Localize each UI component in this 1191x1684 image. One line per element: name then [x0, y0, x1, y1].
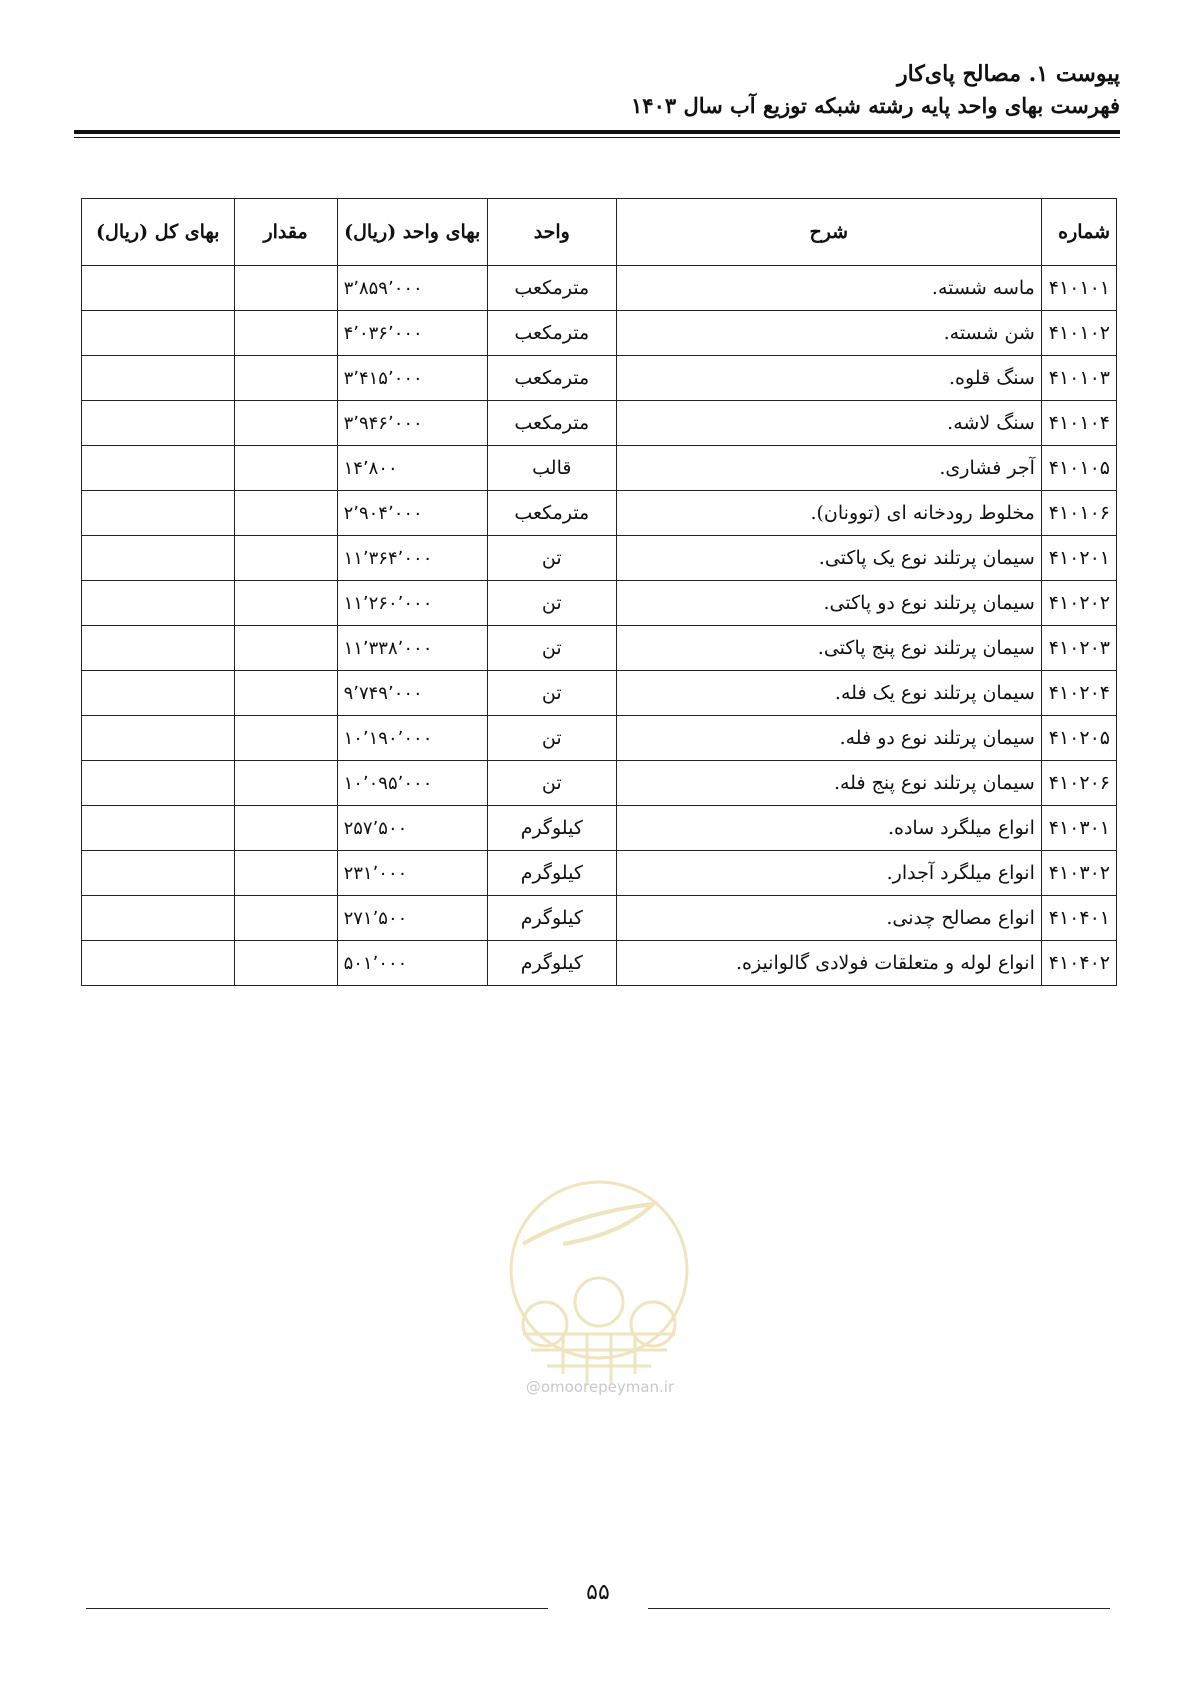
row-description-cell: سیمان پرتلند نوع پنج فله.: [616, 761, 1041, 806]
row-total-price-cell: [82, 941, 235, 986]
row-code-cell: ۴۱۰۴۰۱: [1041, 896, 1116, 941]
row-quantity-cell: [234, 761, 337, 806]
row-unit-cell: کیلوگرم: [487, 896, 616, 941]
row-quantity-cell: [234, 581, 337, 626]
row-code-cell: ۴۱۰۱۰۳: [1041, 356, 1116, 401]
row-unit-price-cell: ۲۳۱٬۰۰۰: [337, 851, 487, 896]
row-code-cell: ۴۱۰۲۰۱: [1041, 536, 1116, 581]
row-code-cell: ۴۱۰۳۰۲: [1041, 851, 1116, 896]
table-row: [82, 941, 1117, 986]
column-header-unit: واحد: [487, 199, 616, 266]
table-row: [82, 851, 1117, 896]
table-row: [82, 491, 1117, 536]
row-code-cell: ۴۱۰۲۰۳: [1041, 626, 1116, 671]
row-unit-cell: مترمکعب: [487, 356, 616, 401]
column-header-total-price: بهای کل (ریال): [82, 199, 235, 266]
row-unit-cell: کیلوگرم: [487, 941, 616, 986]
row-description-cell: ماسه شسته.: [616, 266, 1041, 311]
column-header-unit-price: بهای واحد (ریال): [337, 199, 487, 266]
row-total-price-cell: [82, 851, 235, 896]
footer-rule-right: [648, 1608, 1110, 1609]
row-code-cell: ۴۱۰۲۰۴: [1041, 671, 1116, 716]
row-code-cell: ۴۱۰۱۰۶: [1041, 491, 1116, 536]
row-quantity-cell: [234, 356, 337, 401]
row-quantity-cell: [234, 446, 337, 491]
table-row: [82, 266, 1117, 311]
row-unit-cell: تن: [487, 581, 616, 626]
table-row: [82, 311, 1117, 356]
row-quantity-cell: [234, 401, 337, 446]
row-unit-price-cell: ۳٬۸۵۹٬۰۰۰: [337, 266, 487, 311]
row-code-cell: ۴۱۰۲۰۶: [1041, 761, 1116, 806]
table-row: [82, 356, 1117, 401]
row-total-price-cell: [82, 581, 235, 626]
row-unit-cell: مترمکعب: [487, 311, 616, 356]
table-row: [82, 896, 1117, 941]
row-description-cell: شن شسته.: [616, 311, 1041, 356]
row-description-cell: انواع میلگرد آجدار.: [616, 851, 1041, 896]
row-code-cell: ۴۱۰۱۰۲: [1041, 311, 1116, 356]
row-total-price-cell: [82, 266, 235, 311]
table-row: [82, 671, 1117, 716]
row-quantity-cell: [234, 716, 337, 761]
gear-icon: [575, 1278, 623, 1326]
row-unit-cell: تن: [487, 671, 616, 716]
table-row: [82, 446, 1117, 491]
table-row: [82, 761, 1117, 806]
row-description-cell: سیمان پرتلند نوع پنج پاکتی.: [616, 626, 1041, 671]
row-description-cell: سیمان پرتلند نوع دو فله.: [616, 716, 1041, 761]
row-unit-cell: مترمکعب: [487, 266, 616, 311]
row-unit-cell: تن: [487, 626, 616, 671]
row-unit-cell: مترمکعب: [487, 491, 616, 536]
row-code-cell: ۴۱۰۱۰۴: [1041, 401, 1116, 446]
table-row: [82, 806, 1117, 851]
row-total-price-cell: [82, 491, 235, 536]
row-code-cell: ۴۱۰۳۰۱: [1041, 806, 1116, 851]
row-code-cell: ۴۱۰۲۰۵: [1041, 716, 1116, 761]
row-unit-price-cell: ۱۱٬۳۶۴٬۰۰۰: [337, 536, 487, 581]
row-quantity-cell: [234, 806, 337, 851]
row-quantity-cell: [234, 536, 337, 581]
row-total-price-cell: [82, 356, 235, 401]
row-unit-cell: تن: [487, 761, 616, 806]
document-title: فهرست بهای واحد پایه رشته شبکه توزیع آب سال ۱۴۰۳: [631, 93, 1120, 118]
header-rule-thin: [74, 137, 1120, 138]
row-total-price-cell: [82, 716, 235, 761]
row-unit-price-cell: ۳٬۴۱۵٬۰۰۰: [337, 356, 487, 401]
row-total-price-cell: [82, 446, 235, 491]
row-description-cell: انواع لوله و متعلقات فولادی گالوانیزه.: [616, 941, 1041, 986]
row-quantity-cell: [234, 941, 337, 986]
row-unit-price-cell: ۱۰٬۱۹۰٬۰۰۰: [337, 716, 487, 761]
row-code-cell: ۴۱۰۴۰۲: [1041, 941, 1116, 986]
row-unit-price-cell: ۲۵۷٬۵۰۰: [337, 806, 487, 851]
row-description-cell: انواع مصالح چدنی.: [616, 896, 1041, 941]
table-row: [82, 401, 1117, 446]
table-row: [82, 536, 1117, 581]
watermark-logo: [503, 1174, 695, 1410]
price-table: [81, 198, 1117, 986]
row-unit-price-cell: ۹٬۷۴۹٬۰۰۰: [337, 671, 487, 716]
row-code-cell: ۴۱۰۱۰۱: [1041, 266, 1116, 311]
row-unit-cell: کیلوگرم: [487, 806, 616, 851]
header-rule-thick: [74, 130, 1120, 134]
row-total-price-cell: [82, 761, 235, 806]
row-unit-price-cell: ۳٬۹۴۶٬۰۰۰: [337, 401, 487, 446]
row-unit-cell: تن: [487, 716, 616, 761]
row-description-cell: سنگ لاشه.: [616, 401, 1041, 446]
row-total-price-cell: [82, 671, 235, 716]
row-code-cell: ۴۱۰۲۰۲: [1041, 581, 1116, 626]
table-row: [82, 581, 1117, 626]
row-quantity-cell: [234, 851, 337, 896]
appendix-title: پیوست ۱. مصالح پای‌کار: [897, 61, 1120, 87]
row-unit-price-cell: ۲٬۹۰۴٬۰۰۰: [337, 491, 487, 536]
row-quantity-cell: [234, 266, 337, 311]
row-description-cell: آجر فشاری.: [616, 446, 1041, 491]
row-total-price-cell: [82, 896, 235, 941]
row-quantity-cell: [234, 896, 337, 941]
row-description-cell: سیمان پرتلند نوع دو پاکتی.: [616, 581, 1041, 626]
row-description-cell: مخلوط رودخانه ای (توونان).: [616, 491, 1041, 536]
row-total-price-cell: [82, 536, 235, 581]
row-quantity-cell: [234, 311, 337, 356]
page-header: [74, 58, 1120, 122]
row-description-cell: انواع میلگرد ساده.: [616, 806, 1041, 851]
table-header-row: [82, 199, 1117, 266]
row-unit-price-cell: ۴٬۰۳۶٬۰۰۰: [337, 311, 487, 356]
table-body: [82, 266, 1117, 986]
row-unit-cell: کیلوگرم: [487, 851, 616, 896]
row-unit-price-cell: ۱۱٬۲۶۰٬۰۰۰: [337, 581, 487, 626]
column-header-description: شرح: [616, 199, 1041, 266]
row-unit-price-cell: ۵۰۱٬۰۰۰: [337, 941, 487, 986]
row-description-cell: سنگ قلوه.: [616, 356, 1041, 401]
row-total-price-cell: [82, 626, 235, 671]
row-unit-cell: قالب: [487, 446, 616, 491]
row-unit-price-cell: ۱۰٬۰۹۵٬۰۰۰: [337, 761, 487, 806]
row-unit-cell: تن: [487, 536, 616, 581]
page-number: ۵۵: [586, 1580, 610, 1605]
watermark-website: @omoorepeyman.ir: [525, 1378, 675, 1396]
row-total-price-cell: [82, 311, 235, 356]
row-quantity-cell: [234, 491, 337, 536]
row-code-cell: ۴۱۰۱۰۵: [1041, 446, 1116, 491]
footer-rule-left: [86, 1608, 548, 1609]
row-total-price-cell: [82, 401, 235, 446]
row-unit-price-cell: ۱۴٬۸۰۰: [337, 446, 487, 491]
row-unit-cell: مترمکعب: [487, 401, 616, 446]
row-quantity-cell: [234, 671, 337, 716]
row-description-cell: سیمان پرتلند نوع یک فله.: [616, 671, 1041, 716]
column-header-quantity: مقدار: [234, 199, 337, 266]
row-quantity-cell: [234, 626, 337, 671]
table-row: [82, 626, 1117, 671]
row-total-price-cell: [82, 806, 235, 851]
row-unit-price-cell: ۲۷۱٬۵۰۰: [337, 896, 487, 941]
row-unit-price-cell: ۱۱٬۳۳۸٬۰۰۰: [337, 626, 487, 671]
column-header-code: شماره: [1041, 199, 1116, 266]
row-description-cell: سیمان پرتلند نوع یک پاکتی.: [616, 536, 1041, 581]
table-row: [82, 716, 1117, 761]
